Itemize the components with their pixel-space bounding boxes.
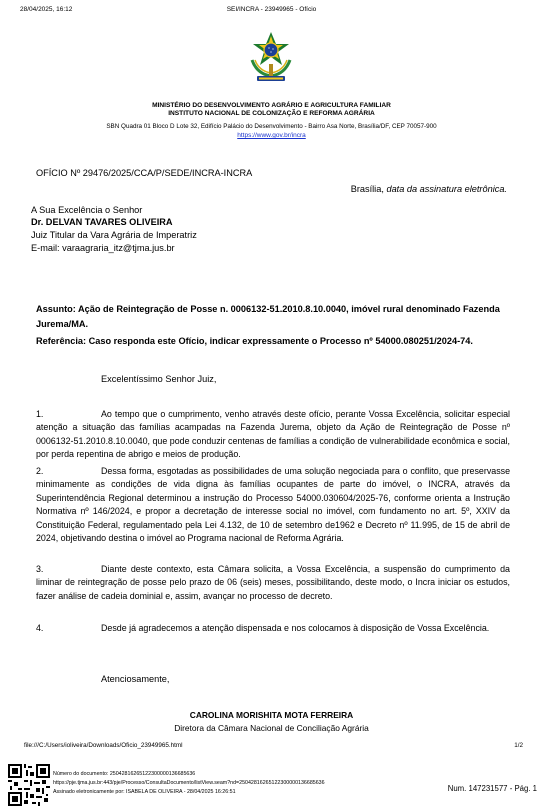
paragraph-text: Desde já agradecemos a atenção dispensada e nos colocamos à disposição de Vossa Excelência. bbox=[101, 623, 490, 633]
verify-url-link[interactable]: https://pje.tjma.jus.br:443/pje/Processo/ConsultaDocumento/listView.seam?nd=25042816265122300000136685636 bbox=[53, 780, 325, 786]
paragraph-text: Dessa forma, esgotadas as possibilidades de uma solução negociada para o conflito, que preservasse minimamente as condições de vida digna às famílias ocupantes de parte do imóvel, o INCRA, através da Superintendência Regional determinou a instrução do Processo 54000.030604/2025-76, conforme orienta a Instrução Normativa nº 146/2024, e propor a decretação de interesse social no imóvel, com fundamento no art. 5º, XXIV da Constituição Federal, regulamentado pela Lei 4.132, de 10 de setembro de1962 e Decreto nº 11.995, de 15 de abril de 2024, objetivando destina o imóvel ao Programa nacional de Reforma Agrária. bbox=[36, 466, 510, 544]
paragraph-4 bbox=[36, 622, 510, 635]
recipient-name: Dr. DELVAN TAVARES OLIVEIRA bbox=[31, 217, 173, 227]
recipient-role: Juiz Titular da Vara Agrária de Imperatriz bbox=[31, 230, 197, 240]
paragraph-3 bbox=[36, 563, 510, 603]
org-address: SBN Quadra 01 Bloco D Lote 32, Edifício Palácio do Desenvolvimento - Bairro Asa Norte, Brasília/DF, CEP 70057-900 bbox=[106, 123, 437, 130]
page-count: 1/2 bbox=[514, 742, 523, 749]
greeting: Excelentíssimo Senhor Juiz, bbox=[101, 374, 217, 384]
file-path: file:///C:/Users/ioliveira/Downloads/Oficio_23949965.html bbox=[24, 742, 183, 749]
paragraph-2 bbox=[36, 465, 510, 545]
paragraph-number: 1. bbox=[36, 409, 44, 419]
institute-name: INSTITUTO NACIONAL DE COLONIZAÇÃO E REFORMA AGRÁRIA bbox=[168, 110, 375, 117]
reference-line: Referência: Caso responda este Ofício, indicar expressamente o Processo nº 54000.080251/2024-74. bbox=[36, 336, 473, 346]
ministry-name: MINISTÉRIO DO DESENVOLVIMENTO AGRÁRIO E AGRICULTURA FAMILIAR bbox=[152, 102, 391, 109]
num-pag: Num. 147231577 - Pág. 1 bbox=[447, 784, 537, 793]
city: Brasília, bbox=[350, 184, 384, 194]
subject-line: Assunto: Ação de Reintegração de Posse n. 0006132-51.2010.8.10.0040, imóvel rural denominado Fazenda Jurema/MA. bbox=[36, 304, 500, 329]
paragraph-number: 4. bbox=[36, 623, 44, 633]
recipient-email: E-mail: varaagraria_itz@tjma.jus.br bbox=[31, 243, 175, 253]
qr-code-icon bbox=[8, 764, 50, 806]
recipient-salutation: A Sua Excelência o Senhor bbox=[31, 205, 143, 215]
org-website-link[interactable]: https://www.gov.br/incra bbox=[237, 132, 306, 139]
paragraph-text: Diante deste contexto, esta Câmara solicita, a Vossa Excelência, a suspensão do cumprimento da liminar de reintegração de posse pelo prazo de 06 (seis) meses, possibilitando, deste modo, o Incra iniciar os estudos, fazer análise de cadeia dominial e, assim, avançar no processo de decreto. bbox=[36, 564, 510, 601]
print-datetime: 28/04/2025, 16:12 bbox=[20, 6, 73, 13]
print-doc-title: SEI/INCRA - 23949965 - Ofício bbox=[226, 6, 317, 13]
city-date-line bbox=[351, 184, 507, 194]
paragraph-1 bbox=[36, 408, 510, 462]
paragraph-number: 2. bbox=[36, 466, 44, 476]
oficio-number: OFÍCIO Nº 29476/2025/CCA/P/SEDE/INCRA-INCRA bbox=[36, 168, 253, 178]
doc-number: Número do documento: 25042816265122300000136685636 bbox=[53, 771, 196, 777]
brazil-coat-of-arms-icon bbox=[247, 30, 295, 86]
paragraph-number: 3. bbox=[36, 564, 44, 574]
signer-role: Diretora da Câmara Nacional de Conciliação Agrária bbox=[174, 723, 369, 733]
date-note: data da assinatura eletrônica. bbox=[386, 184, 507, 194]
paragraph-text: Ao tempo que o cumprimento, venho através deste ofício, perante Vossa Excelência, solicitar especial atenção a situação das famílias acampadas na Fazenda Jurema, objeto da Ação de Reintegração de Posse nº 0006132-51.2010.8.10.0040, que pode conduzir centenas de famílias a condição de vulnerabilidade econômica e social, por perda repentina de abrigo e meios de produção. bbox=[36, 409, 510, 460]
signer-name: CAROLINA MORISHITA MOTA FERREIRA bbox=[189, 710, 354, 720]
signed-by: Assinado eletronicamente por: ISABELA DE OLIVEIRA - 28/04/2025 16:26:51 bbox=[53, 789, 236, 795]
closing: Atenciosamente, bbox=[101, 674, 170, 684]
